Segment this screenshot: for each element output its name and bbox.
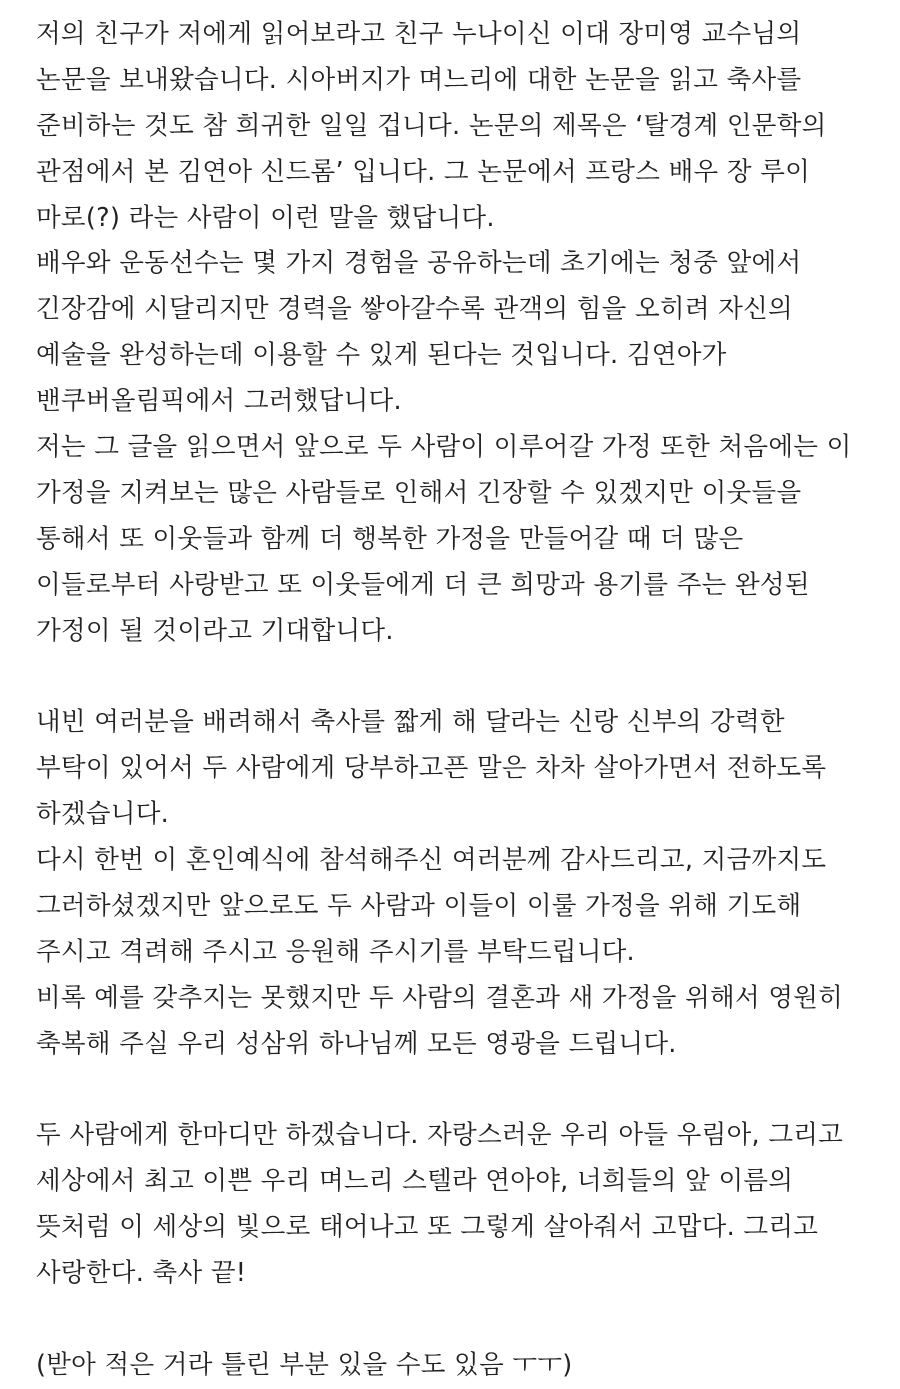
text-line: 두 사람에게 한마디만 하겠습니다. 자랑스러운 우리 아들 우림아, 그리고 bbox=[36, 1120, 844, 1151]
text-line: 긴장감에 시달리지만 경력을 쌓아갈수록 관객의 힘을 오히려 자신의 bbox=[36, 294, 793, 325]
text-line: 내빈 여러분을 배려해서 축사를 짧게 해 달라는 신랑 신부의 강력한 bbox=[36, 707, 785, 738]
paragraph-spacer bbox=[36, 654, 886, 700]
paragraph bbox=[36, 700, 886, 1067]
text-line: 저의 친구가 저에게 읽어보라고 친구 누나이신 이대 장미영 교수님의 bbox=[36, 19, 802, 49]
text-line: 사랑한다. 축사 끝! bbox=[36, 1258, 247, 1289]
text-line: 가정이 될 것이라고 기대합니다. bbox=[36, 615, 394, 646]
text-line: 부탁이 있어서 두 사람에게 당부하고픈 말은 차차 살아가면서 전하도록 bbox=[36, 753, 827, 784]
text-line: 관점에서 본 김연아 신드롬’ 입니다. 그 논문에서 프랑스 배우 장 루이 bbox=[36, 156, 811, 187]
text-line: 그러하셨겠지만 앞으로도 두 사람과 이들이 이룰 가정을 위해 기도해 bbox=[36, 890, 802, 921]
text-line: 하겠습니다. bbox=[36, 799, 170, 830]
text-line: 배우와 운동선수는 몇 가지 경험을 공유하는데 초기에는 청중 앞에서 bbox=[36, 248, 802, 279]
text-line: 뜻처럼 이 세상의 빛으로 태어나고 또 그렇게 살아줘서 고맙다. 그리고 bbox=[36, 1212, 819, 1243]
text-line: 논문을 보내왔습니다. 시아버지가 며느리에 대한 논문을 읽고 축사를 bbox=[36, 64, 802, 95]
paragraph bbox=[36, 1343, 886, 1389]
text-line: 세상에서 최고 이쁜 우리 며느리 스텔라 연아야, 너희들의 앞 이름의 bbox=[36, 1166, 794, 1197]
text-line: 주시고 격려해 주시고 응원해 주시기를 부탁드립니다. bbox=[36, 936, 635, 967]
paragraph-spacer bbox=[36, 1297, 886, 1343]
text-line: 가정을 지켜보는 많은 사람들로 인해서 긴장할 수 있겠지만 이웃들을 bbox=[36, 477, 802, 508]
paragraph-spacer bbox=[36, 1067, 886, 1113]
text-line: 예술을 완성하는데 이용할 수 있게 된다는 것입니다. 김연아가 bbox=[36, 340, 727, 371]
text-line: 이들로부터 사랑받고 또 이웃들에게 더 큰 희망과 용기를 주는 완성된 bbox=[36, 569, 810, 600]
text-line: 통해서 또 이웃들과 함께 더 행복한 가정을 만들어갈 때 더 많은 bbox=[36, 523, 744, 554]
footnote-line: (받아 적은 거라 틀린 부분 있을 수도 있음 ㅜㅜ) bbox=[36, 1349, 573, 1380]
document-body bbox=[36, 12, 886, 1389]
text-line: 저는 그 글을 읽으면서 앞으로 두 사람이 이루어갈 가정 또한 처음에는 이 bbox=[36, 432, 852, 463]
text-line: 축복해 주실 우리 성삼위 하나님께 모든 영광을 드립니다. bbox=[36, 1028, 677, 1059]
text-line: 밴쿠버올림픽에서 그러했답니다. bbox=[36, 386, 402, 417]
paragraph bbox=[36, 1113, 886, 1297]
text-line: 준비하는 것도 참 희귀한 일일 겁니다. 논문의 제목은 ‘탈경계 인문학의 bbox=[36, 110, 827, 141]
text-line: 마로(?) 라는 사람이 이런 말을 했답니다. bbox=[36, 202, 495, 233]
text-line: 다시 한번 이 혼인예식에 참석해주신 여러분께 감사드리고, 지금까지도 bbox=[36, 845, 827, 876]
paragraph bbox=[36, 12, 886, 654]
text-line: 비록 예를 갖추지는 못했지만 두 사람의 결혼과 새 가정을 위해서 영원히 bbox=[36, 982, 844, 1013]
